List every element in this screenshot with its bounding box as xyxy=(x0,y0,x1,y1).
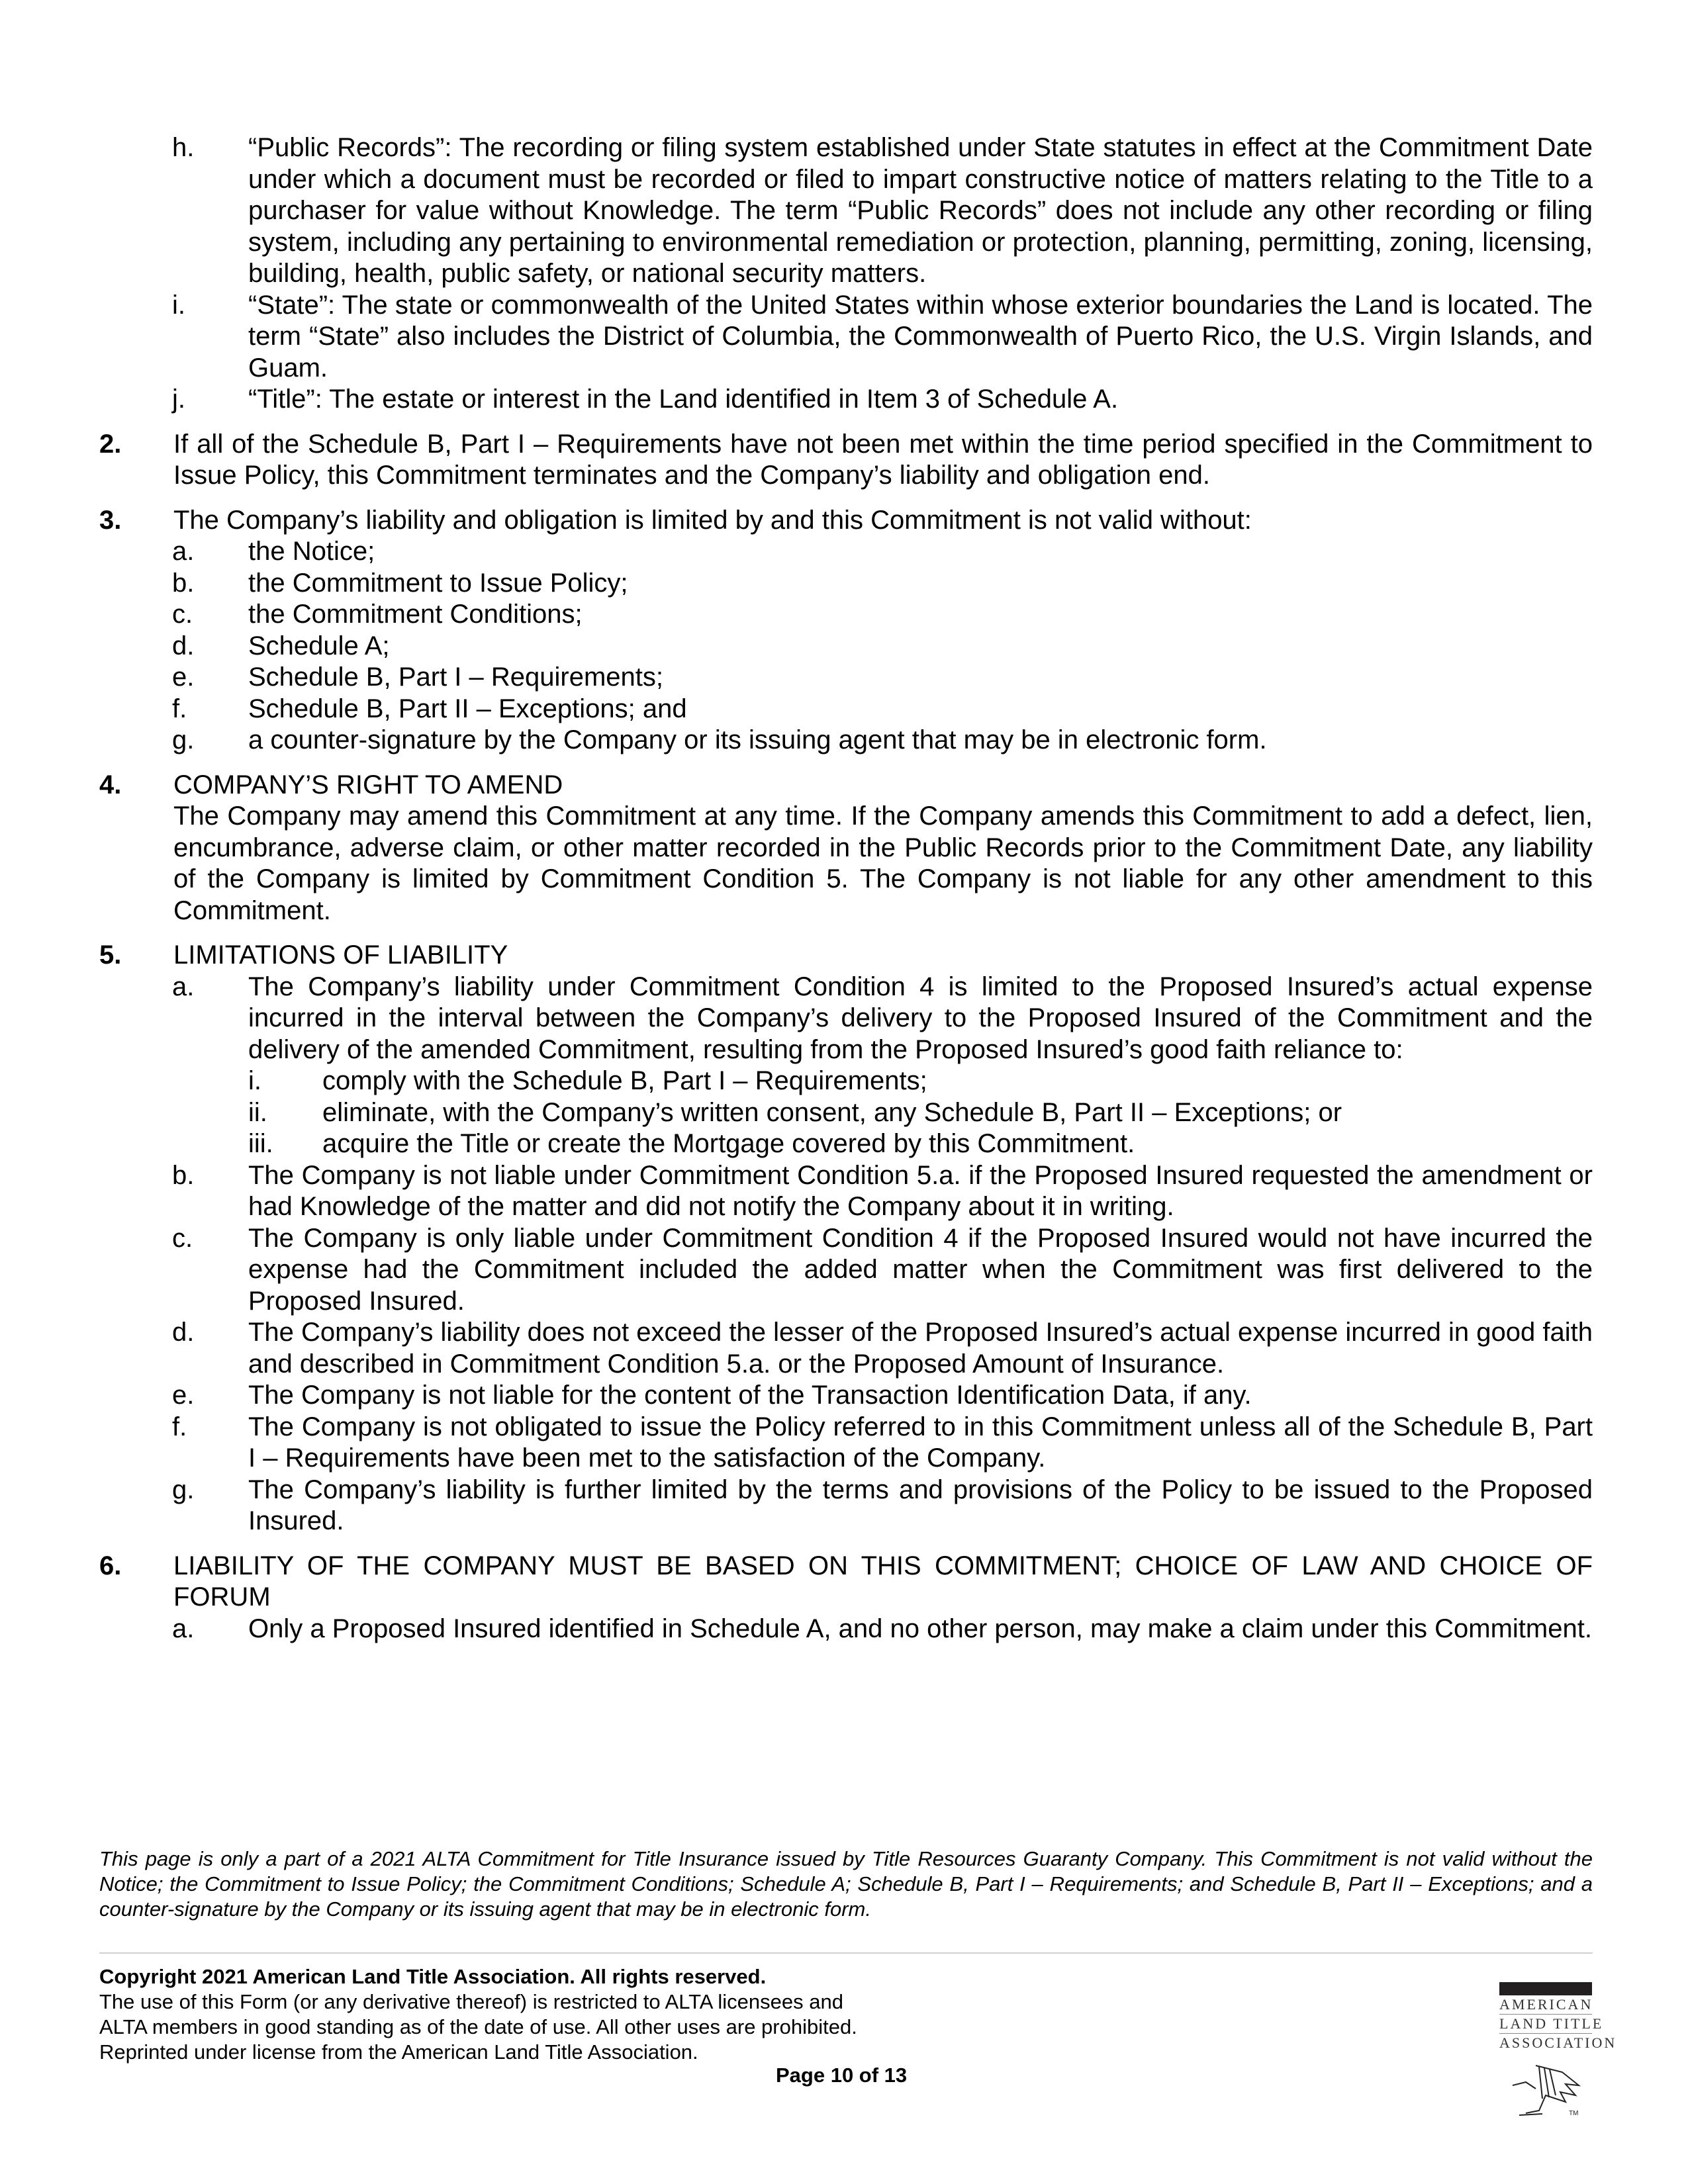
logo-bar xyxy=(1499,1982,1592,1995)
condition-3-list xyxy=(99,536,1593,756)
sub-list-item xyxy=(99,1066,1593,1097)
item-label: e. xyxy=(172,662,195,692)
condition-number: 6. xyxy=(99,1551,122,1580)
item-label: d. xyxy=(172,631,195,660)
condition-text: If all of the Schedule B, Part I – Requirements have not been met within the time period specified in the Commitment to Issue Policy, this Commitment terminates and the Company’s liability and obligation end. xyxy=(173,429,1593,490)
item-text: eliminate, with the Company’s written consent, any Schedule B, Part II – Exceptions; or xyxy=(322,1097,1342,1127)
item-text: The Company is only liable under Commitment Condition 4 if the Proposed Insured would not have incurred the expense had the Commitment included the added matter when the Commitment was first delivered to the Proposed Insured. xyxy=(248,1223,1593,1316)
item-text: The Company’s liability does not exceed the lesser of the Proposed Insured’s actual expense incurred in good faith and described in Commitment Condition 5.a. or the Proposed Amount of Insurance. xyxy=(248,1318,1593,1379)
item-text: the Commitment to Issue Policy; xyxy=(248,568,628,598)
item-text: The Company’s liability under Commitment Condition 4 is limited to the Proposed Insured’s actual expense incurred in the interval between the Company’s delivery to the Proposed Insured of the Commitment and the delivery of the amended Commitment, resulting from the Proposed Insured’s good faith reliance to: xyxy=(248,972,1593,1064)
logo-word: LAND TITLE xyxy=(1499,2015,1604,2032)
item-text: “State”: The state or commonwealth of the United States within whose exterior boundaries the Land is located. The term “State” also includes the District of Columbia, the Commonwealth of Puerto Rico, the U.S. Virgin Islands, and Guam. xyxy=(248,290,1593,383)
commitment-conditions xyxy=(99,132,1593,1645)
item-text: Schedule B, Part I – Requirements; xyxy=(248,662,663,692)
condition-heading: LIABILITY OF THE COMPANY MUST BE BASED ON THIS COMMITMENT; CHOICE OF LAW AND CHOICE OF FORUM xyxy=(173,1551,1593,1612)
condition-2 xyxy=(99,429,1593,492)
item-label: f. xyxy=(172,1412,187,1441)
condition-6 xyxy=(99,1551,1593,1614)
condition-4 xyxy=(99,770,1593,927)
item-text: “Title”: The estate or interest in the Land identified in Item 3 of Schedule A. xyxy=(248,385,1119,414)
condition-heading: COMPANY’S RIGHT TO AMEND xyxy=(173,770,563,799)
definition-h xyxy=(99,132,1593,290)
definition-j xyxy=(99,384,1593,416)
condition-text: The Company may amend this Commitment at any time. If the Company amends this Commitment to add a defect, lien, encumbrance, adverse claim, or other matter recorded in the Public Records prior to the Commitment Date, any liability of the Company is limited by Commitment Condition 5. The Company is not liable for any other amendment to this Commitment. xyxy=(173,801,1593,925)
list-item xyxy=(99,568,1593,600)
item-label: ii. xyxy=(248,1097,267,1127)
eagle-icon xyxy=(1499,2059,1592,2122)
condition-5 xyxy=(99,940,1593,972)
item-label: c. xyxy=(172,600,193,629)
item-text: Schedule B, Part II – Exceptions; and xyxy=(248,694,687,723)
list-item xyxy=(99,1317,1593,1380)
item-label: iii. xyxy=(248,1129,273,1158)
item-text: Schedule A; xyxy=(248,631,390,660)
list-item xyxy=(99,1475,1593,1537)
condition-6-list xyxy=(99,1614,1593,1645)
item-text: the Commitment Conditions; xyxy=(248,600,583,629)
trademark-mark: TM xyxy=(1569,2110,1579,2117)
condition-heading: LIMITATIONS OF LIABILITY xyxy=(173,940,508,970)
list-item xyxy=(99,972,1593,1066)
item-label: i. xyxy=(248,1066,261,1095)
item-text: Only a Proposed Insured identified in Schedule A, and no other person, may make a claim under this Commitment. xyxy=(248,1614,1592,1643)
item-label: a. xyxy=(172,537,195,566)
item-label: b. xyxy=(172,568,195,598)
logo-word: ASSOCIATION xyxy=(1499,2034,1617,2051)
list-item xyxy=(99,599,1593,631)
item-label: h. xyxy=(172,133,195,162)
item-text: The Company is not obligated to issue the Policy referred to in this Commitment unless all of the Schedule B, Part I – Requirements have been met to the satisfaction of the Company. xyxy=(248,1412,1593,1473)
list-item xyxy=(99,536,1593,568)
copyright-line: Copyright 2021 American Land Title Association. All rights reserved. xyxy=(99,1965,767,1988)
page-number: Page 10 of 13 xyxy=(776,2064,908,2087)
condition-text: The Company’s liability and obligation is limited by and this Commitment is not valid without: xyxy=(173,505,1252,535)
list-item xyxy=(99,725,1593,756)
item-label: a. xyxy=(172,1614,195,1643)
condition-number: 2. xyxy=(99,429,122,459)
condition-5-list xyxy=(99,972,1593,1537)
list-item xyxy=(99,1614,1593,1645)
item-text: a counter-signature by the Company or its issuing agent that may be in electronic form. xyxy=(248,725,1267,754)
definition-i xyxy=(99,290,1593,385)
list-item xyxy=(99,662,1593,694)
item-label: e. xyxy=(172,1381,195,1410)
footer-divider xyxy=(99,1952,1593,1954)
sub-list-item xyxy=(99,1097,1593,1129)
item-label: c. xyxy=(172,1223,193,1253)
license-line: Reprinted under license from the American Land Title Association. xyxy=(99,2040,698,2064)
item-label: b. xyxy=(172,1160,195,1190)
item-label: j. xyxy=(172,385,185,414)
license-line: ALTA members in good standing as of the date of use. All other uses are prohibited. xyxy=(99,2015,857,2038)
item-label: g. xyxy=(172,1475,195,1504)
footer-disclaimer: This page is only a part of a 2021 ALTA Commitment for Title Insurance issued by Title Resources Guaranty Company. This Commitment is not valid without the Notice; the Commitment to Issue Policy; the Commitment Conditions; Schedule A; Schedule B, Part I – Requirements; and Schedule B, Part II – Exceptions; and a counter-signature by the Company or its issuing agent that may be in electronic form. xyxy=(99,1847,1593,1921)
item-text: The Company’s liability is further limited by the terms and provisions of the Policy to be issued to the Proposed Insured. xyxy=(248,1475,1593,1535)
item-label: g. xyxy=(172,725,195,754)
item-text: the Notice; xyxy=(248,537,375,566)
item-label: d. xyxy=(172,1318,195,1347)
footer-copyright xyxy=(99,1964,960,2065)
item-text: comply with the Schedule B, Part I – Requirements; xyxy=(322,1066,927,1095)
list-item xyxy=(99,1160,1593,1223)
item-text: acquire the Title or create the Mortgage covered by this Commitment. xyxy=(322,1129,1135,1158)
condition-3 xyxy=(99,505,1593,537)
logo-word: AMERICAN xyxy=(1499,1996,1593,2013)
license-line: The use of this Form (or any derivative thereof) is restricted to ALTA licensees and xyxy=(99,1990,843,2013)
item-text: “Public Records”: The recording or filing system established under State statutes in effect at the Commitment Date under which a document must be recorded or filed to impart constructive notice of matters relating to the Title to a purchaser for value without Knowledge. The term “Public Records” does not include any other recording or filing system, including any pertaining to environmental remediation or protection, planning, permitting, zoning, licensing, building, health, public safety, or national security matters. xyxy=(248,133,1593,288)
item-text: The Company is not liable for the content of the Transaction Identification Data, if any. xyxy=(248,1381,1252,1410)
list-item xyxy=(99,694,1593,725)
list-item xyxy=(99,1223,1593,1318)
sub-list-item xyxy=(99,1128,1593,1160)
alta-logo xyxy=(1499,1982,1617,2122)
list-item xyxy=(99,1380,1593,1412)
item-label: f. xyxy=(172,694,187,723)
list-item xyxy=(99,631,1593,662)
condition-number: 3. xyxy=(99,505,122,535)
item-label: a. xyxy=(172,972,195,1001)
item-text: The Company is not liable under Commitment Condition 5.a. if the Proposed Insured requested the amendment or had Knowledge of the matter and did not notify the Company about it in writing. xyxy=(248,1160,1593,1221)
list-item xyxy=(99,1412,1593,1475)
condition-number: 5. xyxy=(99,940,122,970)
condition-number: 4. xyxy=(99,770,122,799)
item-label: i. xyxy=(172,290,185,320)
